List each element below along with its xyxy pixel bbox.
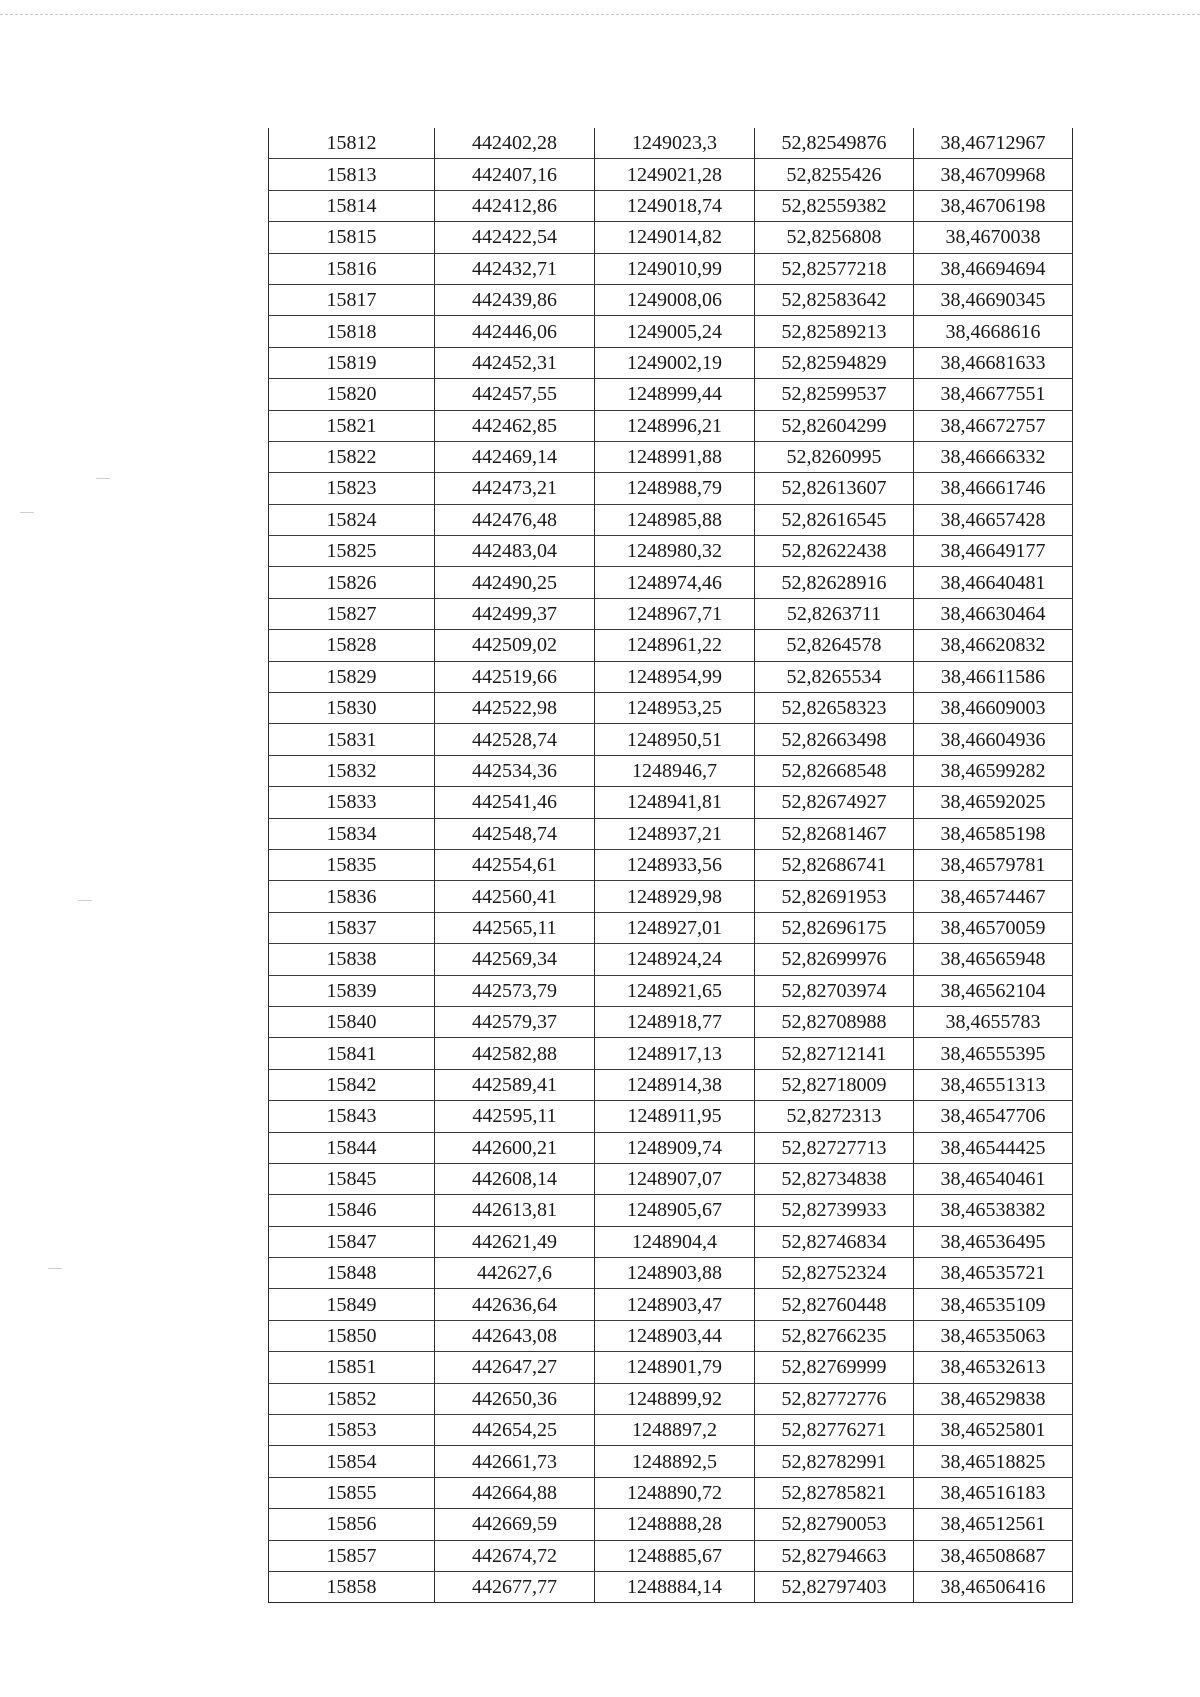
- point-number-cell: 15843: [269, 1101, 435, 1132]
- y-coordinate-cell: 1248996,21: [595, 410, 755, 441]
- latitude-cell: 52,82589213: [755, 316, 914, 347]
- table-row: [269, 881, 1073, 912]
- point-number-cell: 15833: [269, 787, 435, 818]
- table-row: [269, 1038, 1073, 1069]
- longitude-cell: 38,46508687: [914, 1540, 1073, 1571]
- latitude-cell: 52,82703974: [755, 975, 914, 1006]
- point-number-cell: 15812: [269, 128, 435, 159]
- point-number-cell: 15813: [269, 159, 435, 190]
- longitude-cell: 38,46518825: [914, 1446, 1073, 1477]
- x-coordinate-cell: 442499,37: [435, 598, 595, 629]
- latitude-cell: 52,8263711: [755, 598, 914, 629]
- longitude-cell: 38,46604936: [914, 724, 1073, 755]
- table-row: [269, 1477, 1073, 1508]
- table-row: [269, 755, 1073, 786]
- coordinates-table-body: [269, 128, 1073, 1603]
- table-row: [269, 818, 1073, 849]
- longitude-cell: 38,46535721: [914, 1258, 1073, 1289]
- y-coordinate-cell: 1248892,5: [595, 1446, 755, 1477]
- table-row: [269, 975, 1073, 1006]
- longitude-cell: 38,46677551: [914, 379, 1073, 410]
- table-row: [269, 1446, 1073, 1477]
- longitude-cell: 38,46535063: [914, 1320, 1073, 1351]
- table-row: [269, 1415, 1073, 1446]
- latitude-cell: 52,82727713: [755, 1132, 914, 1163]
- longitude-cell: 38,46555395: [914, 1038, 1073, 1069]
- latitude-cell: 52,8256808: [755, 222, 914, 253]
- x-coordinate-cell: 442446,06: [435, 316, 595, 347]
- latitude-cell: 52,82594829: [755, 347, 914, 378]
- latitude-cell: 52,82699976: [755, 944, 914, 975]
- longitude-cell: 38,46532613: [914, 1352, 1073, 1383]
- y-coordinate-cell: 1248884,14: [595, 1571, 755, 1602]
- table-row: [269, 912, 1073, 943]
- latitude-cell: 52,82668548: [755, 755, 914, 786]
- y-coordinate-cell: 1248914,38: [595, 1069, 755, 1100]
- point-number-cell: 15839: [269, 975, 435, 1006]
- point-number-cell: 15818: [269, 316, 435, 347]
- y-coordinate-cell: 1248985,88: [595, 504, 755, 535]
- y-coordinate-cell: 1248899,92: [595, 1383, 755, 1414]
- y-coordinate-cell: 1248980,32: [595, 536, 755, 567]
- point-number-cell: 15852: [269, 1383, 435, 1414]
- x-coordinate-cell: 442528,74: [435, 724, 595, 755]
- margin-mark: [48, 1268, 62, 1269]
- y-coordinate-cell: 1248937,21: [595, 818, 755, 849]
- y-coordinate-cell: 1248911,95: [595, 1101, 755, 1132]
- point-number-cell: 15857: [269, 1540, 435, 1571]
- table-row: [269, 787, 1073, 818]
- y-coordinate-cell: 1248885,67: [595, 1540, 755, 1571]
- latitude-cell: 52,82776271: [755, 1415, 914, 1446]
- latitude-cell: 52,82708988: [755, 1006, 914, 1037]
- point-number-cell: 15815: [269, 222, 435, 253]
- longitude-cell: 38,46609003: [914, 693, 1073, 724]
- y-coordinate-cell: 1248927,01: [595, 912, 755, 943]
- longitude-cell: 38,46506416: [914, 1571, 1073, 1602]
- longitude-cell: 38,46585198: [914, 818, 1073, 849]
- point-number-cell: 15844: [269, 1132, 435, 1163]
- longitude-cell: 38,46536495: [914, 1226, 1073, 1257]
- point-number-cell: 15823: [269, 473, 435, 504]
- y-coordinate-cell: 1248903,44: [595, 1320, 755, 1351]
- x-coordinate-cell: 442608,14: [435, 1163, 595, 1194]
- x-coordinate-cell: 442473,21: [435, 473, 595, 504]
- table-row: [269, 504, 1073, 535]
- x-coordinate-cell: 442600,21: [435, 1132, 595, 1163]
- table-row: [269, 159, 1073, 190]
- table-row: [269, 128, 1073, 159]
- longitude-cell: 38,46611586: [914, 661, 1073, 692]
- x-coordinate-cell: 442636,64: [435, 1289, 595, 1320]
- table-row: [269, 1195, 1073, 1226]
- margin-mark: [78, 900, 92, 901]
- longitude-cell: 38,46525801: [914, 1415, 1073, 1446]
- latitude-cell: 52,82734838: [755, 1163, 914, 1194]
- point-number-cell: 15814: [269, 190, 435, 221]
- table-row: [269, 630, 1073, 661]
- latitude-cell: 52,8272313: [755, 1101, 914, 1132]
- table-row: [269, 1540, 1073, 1571]
- latitude-cell: 52,82766235: [755, 1320, 914, 1351]
- y-coordinate-cell: 1248897,2: [595, 1415, 755, 1446]
- table-row: [269, 1006, 1073, 1037]
- x-coordinate-cell: 442534,36: [435, 755, 595, 786]
- x-coordinate-cell: 442554,61: [435, 849, 595, 880]
- longitude-cell: 38,46570059: [914, 912, 1073, 943]
- x-coordinate-cell: 442613,81: [435, 1195, 595, 1226]
- latitude-cell: 52,82752324: [755, 1258, 914, 1289]
- table-row: [269, 1258, 1073, 1289]
- point-number-cell: 15848: [269, 1258, 435, 1289]
- margin-mark: [96, 478, 110, 479]
- table-row: [269, 1226, 1073, 1257]
- y-coordinate-cell: 1248991,88: [595, 441, 755, 472]
- y-coordinate-cell: 1249021,28: [595, 159, 755, 190]
- point-number-cell: 15816: [269, 253, 435, 284]
- y-coordinate-cell: 1248961,22: [595, 630, 755, 661]
- latitude-cell: 52,82604299: [755, 410, 914, 441]
- x-coordinate-cell: 442647,27: [435, 1352, 595, 1383]
- table-row: [269, 379, 1073, 410]
- y-coordinate-cell: 1248953,25: [595, 693, 755, 724]
- point-number-cell: 15835: [269, 849, 435, 880]
- latitude-cell: 52,82613607: [755, 473, 914, 504]
- x-coordinate-cell: 442422,54: [435, 222, 595, 253]
- longitude-cell: 38,46562104: [914, 975, 1073, 1006]
- x-coordinate-cell: 442654,25: [435, 1415, 595, 1446]
- y-coordinate-cell: 1248929,98: [595, 881, 755, 912]
- table-row: [269, 944, 1073, 975]
- longitude-cell: 38,46565948: [914, 944, 1073, 975]
- x-coordinate-cell: 442439,86: [435, 284, 595, 315]
- longitude-cell: 38,4670038: [914, 222, 1073, 253]
- y-coordinate-cell: 1248890,72: [595, 1477, 755, 1508]
- table-row: [269, 724, 1073, 755]
- x-coordinate-cell: 442452,31: [435, 347, 595, 378]
- latitude-cell: 52,82772776: [755, 1383, 914, 1414]
- point-number-cell: 15822: [269, 441, 435, 472]
- point-number-cell: 15820: [269, 379, 435, 410]
- x-coordinate-cell: 442432,71: [435, 253, 595, 284]
- table-row: [269, 284, 1073, 315]
- latitude-cell: 52,82663498: [755, 724, 914, 755]
- x-coordinate-cell: 442579,37: [435, 1006, 595, 1037]
- latitude-cell: 52,82794663: [755, 1540, 914, 1571]
- point-number-cell: 15847: [269, 1226, 435, 1257]
- longitude-cell: 38,46516183: [914, 1477, 1073, 1508]
- point-number-cell: 15826: [269, 567, 435, 598]
- latitude-cell: 52,82782991: [755, 1446, 914, 1477]
- point-number-cell: 15849: [269, 1289, 435, 1320]
- x-coordinate-cell: 442469,14: [435, 441, 595, 472]
- y-coordinate-cell: 1249023,3: [595, 128, 755, 159]
- longitude-cell: 38,46512561: [914, 1509, 1073, 1540]
- x-coordinate-cell: 442674,72: [435, 1540, 595, 1571]
- x-coordinate-cell: 442569,34: [435, 944, 595, 975]
- latitude-cell: 52,82769999: [755, 1352, 914, 1383]
- latitude-cell: 52,82674927: [755, 787, 914, 818]
- latitude-cell: 52,82628916: [755, 567, 914, 598]
- table-row: [269, 1132, 1073, 1163]
- longitude-cell: 38,46690345: [914, 284, 1073, 315]
- point-number-cell: 15854: [269, 1446, 435, 1477]
- x-coordinate-cell: 442664,88: [435, 1477, 595, 1508]
- latitude-cell: 52,8264578: [755, 630, 914, 661]
- y-coordinate-cell: 1249014,82: [595, 222, 755, 253]
- longitude-cell: 38,46657428: [914, 504, 1073, 535]
- latitude-cell: 52,82785821: [755, 1477, 914, 1508]
- table-row: [269, 1069, 1073, 1100]
- table-row: [269, 1383, 1073, 1414]
- table-row: [269, 567, 1073, 598]
- point-number-cell: 15832: [269, 755, 435, 786]
- longitude-cell: 38,46529838: [914, 1383, 1073, 1414]
- x-coordinate-cell: 442548,74: [435, 818, 595, 849]
- table-row: [269, 1509, 1073, 1540]
- y-coordinate-cell: 1249002,19: [595, 347, 755, 378]
- x-coordinate-cell: 442589,41: [435, 1069, 595, 1100]
- point-number-cell: 15837: [269, 912, 435, 943]
- table-row: [269, 536, 1073, 567]
- longitude-cell: 38,46574467: [914, 881, 1073, 912]
- y-coordinate-cell: 1248903,88: [595, 1258, 755, 1289]
- x-coordinate-cell: 442541,46: [435, 787, 595, 818]
- latitude-cell: 52,82559382: [755, 190, 914, 221]
- longitude-cell: 38,46706198: [914, 190, 1073, 221]
- table-row: [269, 410, 1073, 441]
- x-coordinate-cell: 442490,25: [435, 567, 595, 598]
- x-coordinate-cell: 442565,11: [435, 912, 595, 943]
- point-number-cell: 15851: [269, 1352, 435, 1383]
- latitude-cell: 52,82797403: [755, 1571, 914, 1602]
- longitude-cell: 38,46712967: [914, 128, 1073, 159]
- longitude-cell: 38,46547706: [914, 1101, 1073, 1132]
- latitude-cell: 52,82549876: [755, 128, 914, 159]
- point-number-cell: 15824: [269, 504, 435, 535]
- x-coordinate-cell: 442677,77: [435, 1571, 595, 1602]
- latitude-cell: 52,82616545: [755, 504, 914, 535]
- longitude-cell: 38,46599282: [914, 755, 1073, 786]
- y-coordinate-cell: 1248904,4: [595, 1226, 755, 1257]
- latitude-cell: 52,82583642: [755, 284, 914, 315]
- longitude-cell: 38,46535109: [914, 1289, 1073, 1320]
- longitude-cell: 38,46540461: [914, 1163, 1073, 1194]
- x-coordinate-cell: 442476,48: [435, 504, 595, 535]
- table-row: [269, 190, 1073, 221]
- table-row: [269, 253, 1073, 284]
- point-number-cell: 15819: [269, 347, 435, 378]
- point-number-cell: 15840: [269, 1006, 435, 1037]
- x-coordinate-cell: 442661,73: [435, 1446, 595, 1477]
- table-row: [269, 222, 1073, 253]
- latitude-cell: 52,82739933: [755, 1195, 914, 1226]
- point-number-cell: 15858: [269, 1571, 435, 1602]
- point-number-cell: 15831: [269, 724, 435, 755]
- x-coordinate-cell: 442627,6: [435, 1258, 595, 1289]
- scan-edge-line: [0, 14, 1200, 15]
- y-coordinate-cell: 1248909,74: [595, 1132, 755, 1163]
- longitude-cell: 38,46672757: [914, 410, 1073, 441]
- latitude-cell: 52,82696175: [755, 912, 914, 943]
- point-number-cell: 15827: [269, 598, 435, 629]
- point-number-cell: 15817: [269, 284, 435, 315]
- latitude-cell: 52,82622438: [755, 536, 914, 567]
- x-coordinate-cell: 442509,02: [435, 630, 595, 661]
- margin-mark: [20, 512, 34, 513]
- point-number-cell: 15836: [269, 881, 435, 912]
- table-row: [269, 1163, 1073, 1194]
- latitude-cell: 52,82686741: [755, 849, 914, 880]
- point-number-cell: 15841: [269, 1038, 435, 1069]
- x-coordinate-cell: 442412,86: [435, 190, 595, 221]
- x-coordinate-cell: 442407,16: [435, 159, 595, 190]
- x-coordinate-cell: 442595,11: [435, 1101, 595, 1132]
- y-coordinate-cell: 1248901,79: [595, 1352, 755, 1383]
- point-number-cell: 15853: [269, 1415, 435, 1446]
- longitude-cell: 38,46681633: [914, 347, 1073, 378]
- latitude-cell: 52,8255426: [755, 159, 914, 190]
- point-number-cell: 15842: [269, 1069, 435, 1100]
- longitude-cell: 38,46709968: [914, 159, 1073, 190]
- longitude-cell: 38,46579781: [914, 849, 1073, 880]
- table-row: [269, 661, 1073, 692]
- point-number-cell: 15846: [269, 1195, 435, 1226]
- x-coordinate-cell: 442560,41: [435, 881, 595, 912]
- table-row: [269, 441, 1073, 472]
- x-coordinate-cell: 442650,36: [435, 1383, 595, 1414]
- y-coordinate-cell: 1248907,07: [595, 1163, 755, 1194]
- longitude-cell: 38,46544425: [914, 1132, 1073, 1163]
- y-coordinate-cell: 1248950,51: [595, 724, 755, 755]
- x-coordinate-cell: 442669,59: [435, 1509, 595, 1540]
- table-row: [269, 1320, 1073, 1351]
- longitude-cell: 38,46640481: [914, 567, 1073, 598]
- x-coordinate-cell: 442573,79: [435, 975, 595, 1006]
- latitude-cell: 52,82760448: [755, 1289, 914, 1320]
- point-number-cell: 15825: [269, 536, 435, 567]
- longitude-cell: 38,46649177: [914, 536, 1073, 567]
- y-coordinate-cell: 1248988,79: [595, 473, 755, 504]
- y-coordinate-cell: 1248999,44: [595, 379, 755, 410]
- point-number-cell: 15834: [269, 818, 435, 849]
- longitude-cell: 38,46666332: [914, 441, 1073, 472]
- latitude-cell: 52,8260995: [755, 441, 914, 472]
- x-coordinate-cell: 442582,88: [435, 1038, 595, 1069]
- y-coordinate-cell: 1248918,77: [595, 1006, 755, 1037]
- point-number-cell: 15828: [269, 630, 435, 661]
- x-coordinate-cell: 442402,28: [435, 128, 595, 159]
- point-number-cell: 15829: [269, 661, 435, 692]
- y-coordinate-cell: 1248921,65: [595, 975, 755, 1006]
- latitude-cell: 52,8265534: [755, 661, 914, 692]
- y-coordinate-cell: 1249008,06: [595, 284, 755, 315]
- longitude-cell: 38,46661746: [914, 473, 1073, 504]
- latitude-cell: 52,82691953: [755, 881, 914, 912]
- point-number-cell: 15845: [269, 1163, 435, 1194]
- y-coordinate-cell: 1249005,24: [595, 316, 755, 347]
- point-number-cell: 15856: [269, 1509, 435, 1540]
- longitude-cell: 38,4655783: [914, 1006, 1073, 1037]
- point-number-cell: 15830: [269, 693, 435, 724]
- y-coordinate-cell: 1248903,47: [595, 1289, 755, 1320]
- longitude-cell: 38,46538382: [914, 1195, 1073, 1226]
- point-number-cell: 15850: [269, 1320, 435, 1351]
- point-number-cell: 15821: [269, 410, 435, 441]
- x-coordinate-cell: 442643,08: [435, 1320, 595, 1351]
- y-coordinate-cell: 1249018,74: [595, 190, 755, 221]
- longitude-cell: 38,46694694: [914, 253, 1073, 284]
- x-coordinate-cell: 442519,66: [435, 661, 595, 692]
- latitude-cell: 52,82658323: [755, 693, 914, 724]
- y-coordinate-cell: 1248917,13: [595, 1038, 755, 1069]
- x-coordinate-cell: 442522,98: [435, 693, 595, 724]
- y-coordinate-cell: 1248954,99: [595, 661, 755, 692]
- longitude-cell: 38,46592025: [914, 787, 1073, 818]
- table-row: [269, 316, 1073, 347]
- x-coordinate-cell: 442457,55: [435, 379, 595, 410]
- latitude-cell: 52,82712141: [755, 1038, 914, 1069]
- y-coordinate-cell: 1248946,7: [595, 755, 755, 786]
- longitude-cell: 38,4668616: [914, 316, 1073, 347]
- latitude-cell: 52,82718009: [755, 1069, 914, 1100]
- longitude-cell: 38,46620832: [914, 630, 1073, 661]
- coordinates-table: [268, 128, 1073, 1603]
- latitude-cell: 52,82746834: [755, 1226, 914, 1257]
- latitude-cell: 52,82681467: [755, 818, 914, 849]
- y-coordinate-cell: 1248924,24: [595, 944, 755, 975]
- table-row: [269, 1352, 1073, 1383]
- table-row: [269, 1101, 1073, 1132]
- table-row: [269, 693, 1073, 724]
- y-coordinate-cell: 1248941,81: [595, 787, 755, 818]
- latitude-cell: 52,82790053: [755, 1509, 914, 1540]
- y-coordinate-cell: 1249010,99: [595, 253, 755, 284]
- table-row: [269, 1571, 1073, 1602]
- y-coordinate-cell: 1248974,46: [595, 567, 755, 598]
- table-row: [269, 598, 1073, 629]
- x-coordinate-cell: 442483,04: [435, 536, 595, 567]
- y-coordinate-cell: 1248905,67: [595, 1195, 755, 1226]
- y-coordinate-cell: 1248967,71: [595, 598, 755, 629]
- point-number-cell: 15838: [269, 944, 435, 975]
- y-coordinate-cell: 1248888,28: [595, 1509, 755, 1540]
- y-coordinate-cell: 1248933,56: [595, 849, 755, 880]
- longitude-cell: 38,46630464: [914, 598, 1073, 629]
- table-row: [269, 849, 1073, 880]
- point-number-cell: 15855: [269, 1477, 435, 1508]
- table-row: [269, 1289, 1073, 1320]
- table-row: [269, 473, 1073, 504]
- x-coordinate-cell: 442462,85: [435, 410, 595, 441]
- longitude-cell: 38,46551313: [914, 1069, 1073, 1100]
- latitude-cell: 52,82577218: [755, 253, 914, 284]
- x-coordinate-cell: 442621,49: [435, 1226, 595, 1257]
- table-row: [269, 347, 1073, 378]
- latitude-cell: 52,82599537: [755, 379, 914, 410]
